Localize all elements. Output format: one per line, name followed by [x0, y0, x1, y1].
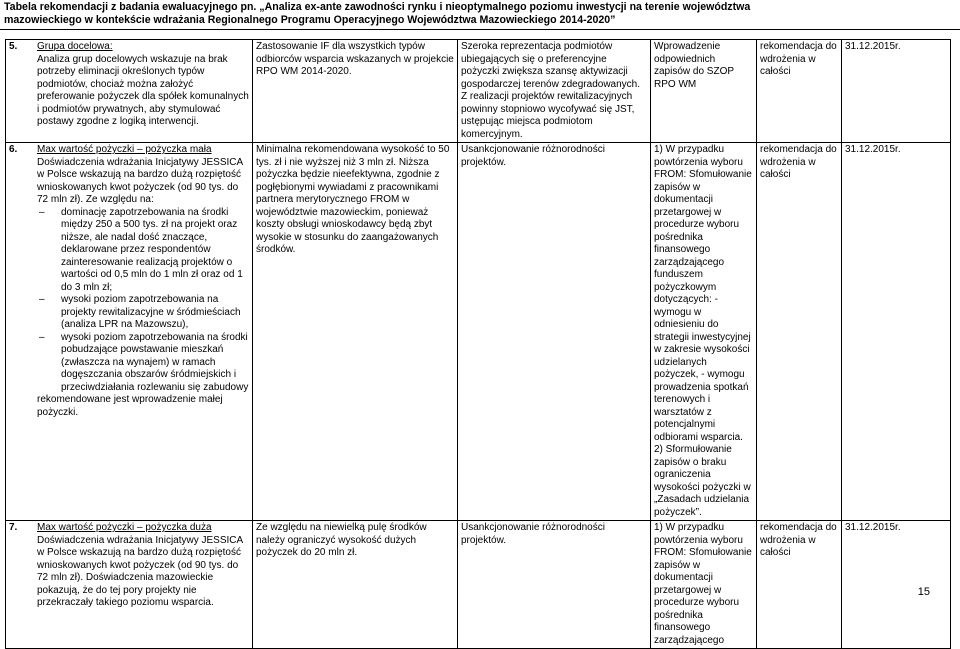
table-row — [6, 40, 951, 143]
implementation-cell: 1) W przypadku powtórzenia wyboru FROM: Sfomułowanie zapisów w dokumentacji przetargowej w procedurze wyboru pośrednika finansowego zarządzającego funduszem pożyczkowym dotyczących: - wymogu w odniesieniu do strategii inwestycyjnej w zakresie wysokości udzielanych pożyczek, - wymogu prowadzenia spotkań terenowych i warsztatów z potencjalnymi odbiorami wsparcia. 2) Sformułowanie zapisów o braku ograniczenia wysokości pożyczki w „Zasadach udzielania pożyczek”. — [651, 143, 757, 521]
effect-cell: Usankcjonowanie różnorodności projektów. — [458, 143, 651, 521]
table-row — [6, 143, 951, 521]
bullet-item: – wysoki poziom zapotrzebowania na środki pobudzające powstawanie mieszkań (zwłaszcza na wynajem) w ramach dogęszczania obszarów śródmiejskich i przeciwdziałania rozlewaniu się zabudowy — [37, 332, 249, 395]
recommendation-text: Doświadczenia wdrażania Inicjatywy JESSICA w Polsce wskazują na bardzo dużą rozpiętość wnioskowanych kwot pożyczek (od 90 tys. do 72 mln zł). Ze względu na: — [37, 156, 243, 205]
recommendation-title: Max wartość pożyczki – pożyczka duża — [37, 522, 212, 533]
recommendation-conclusion: rekomendowane jest wprowadzenie małej pożyczki. — [37, 394, 223, 418]
implementation-cell: 1) W przypadku powtórzenia wyboru FROM: Sfomułowanie zapisów w dokumentacji przetargowej w procedurze wyboru pośrednika finansowego zarządzającego — [651, 521, 757, 649]
deadline-cell: 31.12.2015r. — [842, 143, 951, 521]
recommendation-cell — [6, 143, 253, 521]
status-cell: rekomendacja do wdrożenia w całości — [757, 143, 842, 521]
recommendation-cell — [6, 521, 253, 649]
recommendation-title: Max wartość pożyczki – pożyczka mała — [37, 144, 212, 155]
action-cell: Ze względu na niewielką pulę środków należy ograniczyć wysokość dużych pożyczek do 20 mln zł. — [253, 521, 458, 649]
effect-cell: Usankcjonowanie różnorodności projektów. — [458, 521, 651, 649]
deadline-cell: 31.12.2015r. — [842, 521, 951, 649]
recommendation-cell — [6, 40, 253, 143]
header-divider — [0, 29, 960, 30]
row-number: 5. — [9, 41, 18, 52]
implementation-cell: Wprowadzenie odpowiednich zapisów do SZOP RPO WM — [651, 40, 757, 143]
bullet-item: – wysoki poziom zapotrzebowania na projekty rewitalizacyjne w śródmieściach (analiza LPR na Mazowszu), — [37, 294, 249, 332]
page-header — [4, 1, 956, 27]
page-number: 15 — [917, 586, 930, 598]
recommendation-text: Analiza grup docelowych wskazuje na brak potrzeby eliminacji określonych typów podmiotów, chociaż można założyć preferowanie pożyczek dla spółek komunalnych i podmiotów prywatnych, aby stymulować postawy zgodne z logiką interwencji. — [37, 53, 249, 127]
header-line-2: mazowieckiego w kontekście wdrażania Regionalnego Programu Operacyjnego Województwa Mazowieckiego 2014-2020” — [4, 14, 616, 26]
action-cell: Minimalna rekomendowana wysokość to 50 tys. zł i nie wyższej niż 3 mln zł. Niższa pożyczka będzie nieefektywna, zgodnie z pogłębionymi wywiadami z pracownikami partnera merytorycznego FROM w województwie mazowieckim, ponieważ koszty obsługi wnioskodawcy będą zbyt wysokie w stosunku do zaangażowanych środków. — [253, 143, 458, 521]
deadline-cell: 31.12.2015r. — [842, 40, 951, 143]
bullet-item: – dominację zapotrzebowania na środki między 250 a 500 tys. zł na projekt oraz niższe, ale nadal dość znaczące, deklarowane przez respondentów zainteresowanie realizacją projektów o wartości od 0,5 mln do 1 mln zł oraz od 1 do 3 mln zł; — [37, 207, 249, 295]
status-cell: rekomendacja do wdrożenia w całości — [757, 40, 842, 143]
action-cell: Zastosowanie IF dla wszystkich typów odbiorców wsparcia wskazanych w projekcie RPO WM 2014-2020. — [253, 40, 458, 143]
recommendation-title: Grupa docelowa: — [37, 41, 113, 52]
recommendation-text: Doświadczenia wdrażania Inicjatywy JESSICA w Polsce wskazują na bardzo dużą rozpiętość wnioskowanych kwot pożyczek (od 90 tys. do 72 mln zł). Doświadczenia mazowieckie pokazują, że do tej pory projekty nie przekraczały takiego poziomu wsparcia. — [37, 534, 243, 608]
effect-cell: Szeroka reprezentacja podmiotów ubiegających się o preferencyjne pożyczki zwiększa szansę aktywizacji gospodarczej terenów zdegradowanych. Z realizacji projektów rewitalizacyjnych powinny stopniowo wycofywać się JST, ustępując miejsca podmiotom komercyjnym. — [458, 40, 651, 143]
row-number: 7. — [9, 522, 18, 533]
header-line-1: Tabela rekomendacji z badania ewaluacyjnego pn. „Analiza ex-ante zawodności rynku i nieoptymalnego poziomu inwestycji na terenie województwa — [4, 1, 751, 13]
table-row — [6, 521, 951, 649]
status-cell: rekomendacja do wdrożenia w całości — [757, 521, 842, 649]
recommendations-table — [5, 39, 951, 649]
row-number: 6. — [9, 144, 18, 155]
